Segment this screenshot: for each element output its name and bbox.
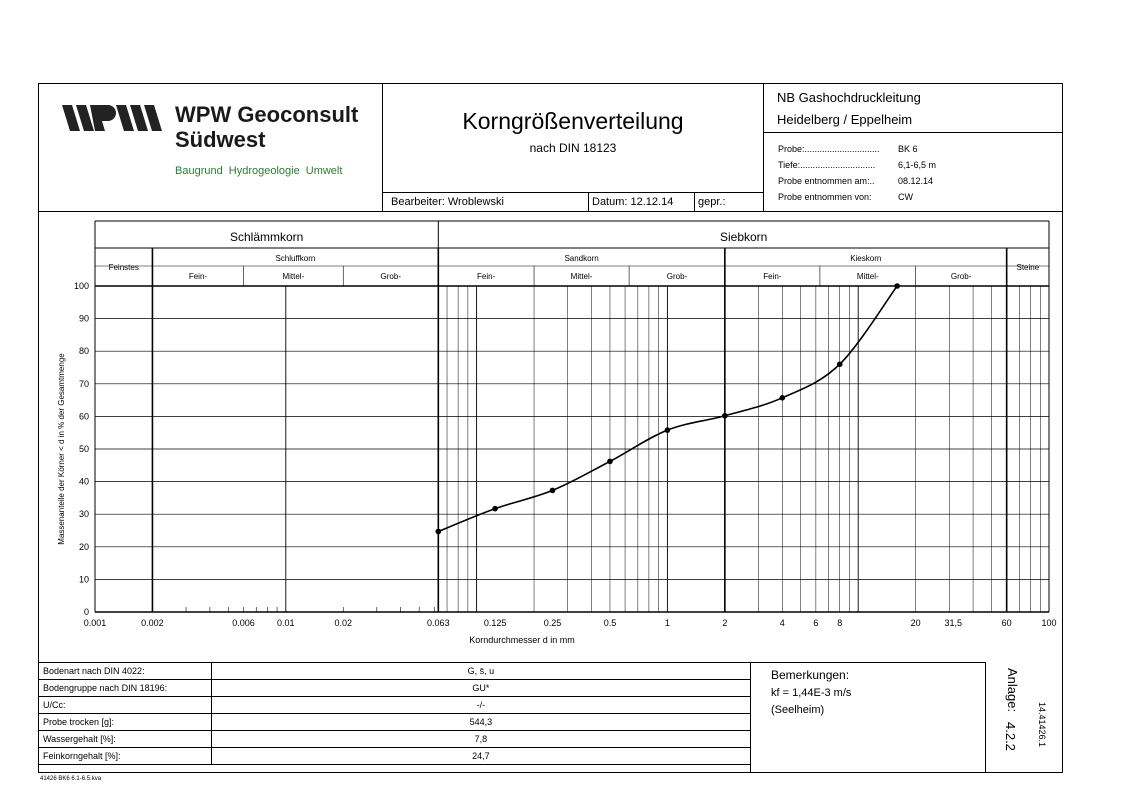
property-label: Feinkorngehalt [%]: [39, 748, 212, 765]
tiefe-value: 6,1-6,5 m [898, 160, 937, 170]
x-tick-label: 8 [837, 618, 843, 628]
anlage-label-text: Anlage: [1005, 668, 1020, 713]
fraction-label-4: Mittel- [570, 272, 593, 281]
data-point [492, 506, 498, 512]
tiefe-label: Tiefe:.............................. [778, 160, 876, 170]
property-label: Bodengruppe nach DIN 18196: [39, 680, 212, 697]
property-label: Bodenart nach DIN 4022: [39, 663, 212, 680]
property-value: G, s̄, u [211, 663, 750, 680]
fraction-label-2: Grob- [380, 272, 402, 281]
table-row [39, 731, 751, 748]
property-value: 24,7 [211, 748, 750, 765]
entnommen-am-label: Probe entnommen am:.. [778, 176, 875, 186]
x-tick-label: 0.002 [141, 618, 164, 628]
y-axis-label: Massenanteile der Körner < d in % der Gesamtmenge [57, 353, 66, 545]
x-tick-label: 0.5 [603, 618, 617, 628]
anlage-value-text: 4.2.2 [1003, 722, 1018, 751]
data-point [779, 395, 785, 401]
band-label-feinstes: Feinstes [108, 263, 139, 272]
remarks-kf: kf = 1,44E-3 m/s [771, 687, 852, 699]
property-value: 7,8 [211, 731, 750, 748]
y-tick-label: 80 [78, 346, 89, 357]
fraction-label-0: Fein- [188, 272, 208, 281]
footer-code: 41426 BK6 6.1-6.5.kva [40, 776, 102, 782]
remarks-title: Bemerkungen: [771, 668, 850, 682]
probe-value: BK 6 [898, 144, 918, 154]
data-point [550, 488, 556, 494]
x-tick-label: 6 [813, 618, 819, 628]
project-line-1: NB Gashochdruckleitung [777, 90, 921, 105]
property-label: Probe trocken [g]: [39, 714, 212, 731]
y-tick-label: 0 [83, 607, 89, 617]
gepr: gepr.: [698, 196, 726, 208]
property-value: -/- [211, 697, 750, 714]
page-subtitle: nach DIN 18123 [529, 141, 617, 155]
x-tick-label: 2 [722, 618, 728, 628]
project-line-2: Heidelberg / Eppelheim [777, 112, 913, 127]
anlage-code-text: 14.41426.1 [1037, 702, 1047, 748]
table-row [39, 697, 751, 714]
x-tick-label: 100 [1041, 618, 1057, 628]
fraction-label-5: Grob- [666, 272, 688, 281]
x-tick-label: 60 [1001, 618, 1012, 628]
data-point [837, 361, 843, 367]
logo-name: WPW Geoconsult [175, 102, 359, 127]
probe-label: Probe:.............................. [778, 144, 880, 154]
remarks-source: (Seelheim) [771, 704, 825, 716]
y-tick-label: 30 [78, 509, 89, 520]
table-row [39, 663, 751, 680]
x-tick-label: 31,5 [944, 618, 963, 628]
fraction-label-1: Mittel- [282, 272, 305, 281]
y-tick-label: 70 [78, 378, 89, 389]
y-tick-label: 100 [73, 281, 89, 291]
entnommen-von-label: Probe entnommen von: [778, 192, 872, 202]
table-row [39, 748, 751, 765]
y-tick-label: 60 [78, 411, 89, 422]
data-point [607, 459, 613, 465]
band-label-sandkorn: Sandkorn [564, 254, 599, 263]
data-point [665, 427, 671, 433]
band-label-schluffkorn: Schluffkorn [275, 254, 316, 263]
x-tick-label: 0.063 [427, 618, 450, 628]
x-tick-label: 0.25 [543, 618, 562, 628]
datum: Datum: 12.12.14 [592, 196, 674, 208]
y-tick-label: 40 [78, 476, 89, 487]
x-tick-label: 1 [664, 618, 670, 628]
logo-sub-name: Südwest [175, 127, 266, 152]
bearbeiter: Bearbeiter: Wroblewski [391, 196, 504, 208]
fraction-label-6: Fein- [763, 272, 782, 281]
y-tick-label: 50 [78, 444, 89, 454]
y-tick-label: 90 [78, 313, 89, 324]
logo-tagline: Baugrund Hydrogeologie Umwelt [175, 165, 343, 177]
y-tick-label: 10 [78, 574, 89, 585]
fraction-label-8: Grob- [950, 272, 972, 281]
band-label-steine: Steine [1016, 263, 1040, 272]
table-row [39, 680, 751, 697]
band-label-kieskorn: Kieskorn [850, 254, 882, 263]
fraction-label-7: Mittel- [856, 272, 879, 281]
table-row [39, 714, 751, 731]
x-tick-label: 20 [910, 618, 921, 628]
entnommen-am-value: 08.12.14 [898, 176, 934, 186]
fraction-label-3: Fein- [477, 272, 496, 281]
y-tick-label: 20 [78, 541, 89, 552]
page-title: Korngrößenverteilung [462, 108, 684, 134]
x-tick-label: 0.02 [334, 618, 353, 628]
x-tick-label: 0.125 [483, 618, 507, 628]
x-tick-label: 4 [779, 618, 785, 628]
property-value: GU* [211, 680, 750, 697]
data-point [894, 283, 900, 289]
band-label-siebkorn: Siebkorn [719, 230, 768, 244]
data-point [436, 529, 442, 535]
property-value: 544,3 [211, 714, 750, 731]
x-tick-label: 0.001 [83, 618, 107, 628]
property-label: U/Cc: [39, 697, 212, 714]
x-axis-label: Korndurchmesser d in mm [469, 635, 575, 645]
band-label-schlaemmkorn: Schlämmkorn [229, 230, 304, 244]
data-point [722, 413, 728, 419]
x-tick-label: 0.006 [232, 618, 255, 628]
properties-table [38, 662, 751, 765]
property-label: Wassergehalt [%]: [39, 731, 212, 748]
x-tick-label: 0.01 [277, 618, 295, 628]
entnommen-von-value: CW [898, 192, 913, 202]
